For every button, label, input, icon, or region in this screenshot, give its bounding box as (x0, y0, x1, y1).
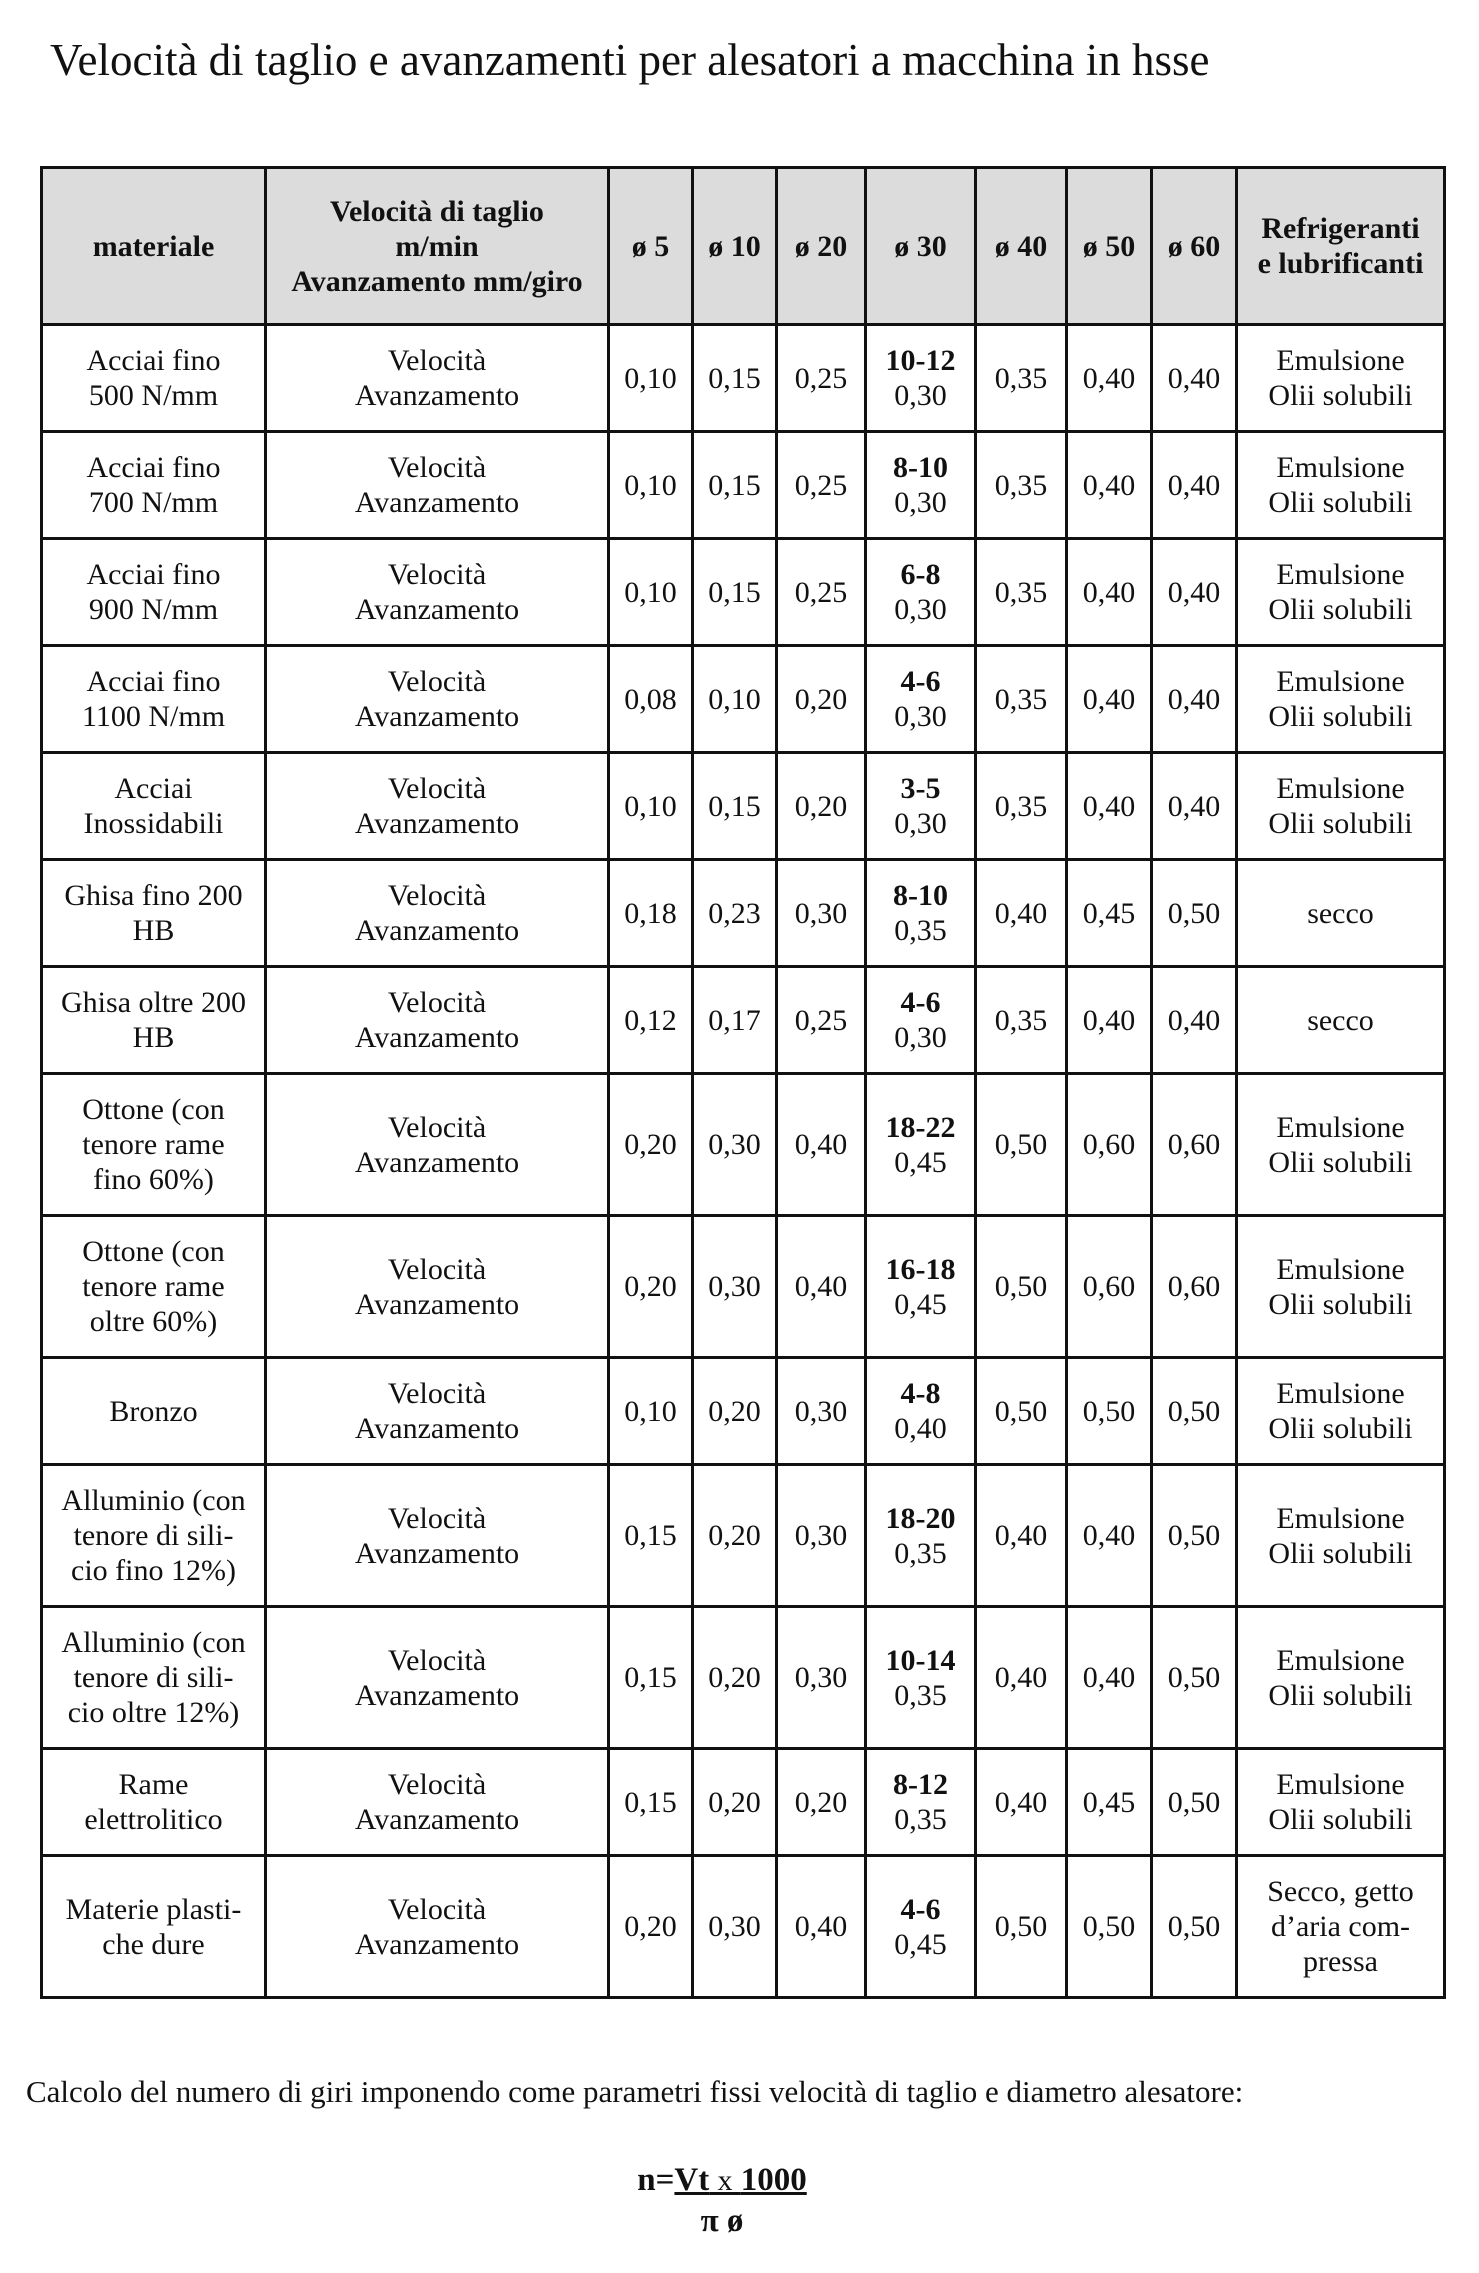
coolant-line: secco (1307, 896, 1374, 930)
coolant-cell (1237, 325, 1445, 432)
header-materiale: materiale (42, 168, 266, 325)
feed-value: 0,60 (1067, 1216, 1152, 1358)
feed-value: 0,35 (894, 1536, 947, 1570)
feed-value: 0,50 (1152, 1749, 1237, 1856)
table-row (42, 1216, 1445, 1358)
header-d5: ø 5 (609, 168, 693, 325)
feed-value: 0,45 (894, 1145, 947, 1179)
d30-cell (866, 646, 976, 753)
header-d20: ø 20 (777, 168, 866, 325)
header-velocita-line3: Avanzamento mm/giro (291, 264, 583, 298)
formula-prefix: n= (637, 2162, 675, 2198)
label-velocita: Velocità (387, 1768, 487, 1801)
feed-value: 0,30 (777, 1358, 866, 1465)
feed-value: 0,25 (777, 432, 866, 539)
feed-value: 0,35 (976, 539, 1067, 646)
label-velocita: Velocità (387, 344, 487, 377)
material-cell (42, 860, 266, 967)
feed-value: 0,15 (609, 1607, 693, 1749)
feed-value: 0,30 (894, 807, 947, 840)
header-d40: ø 40 (976, 168, 1067, 325)
feed-value: 0,40 (1067, 539, 1152, 646)
material-cell (42, 1465, 266, 1607)
feed-value: 0,30 (777, 1465, 866, 1607)
label-avanzamento: Avanzamento (354, 1287, 520, 1321)
material-line: oltre 60%) (89, 1305, 218, 1338)
table-row (42, 1856, 1445, 1998)
feed-value: 0,10 (609, 325, 693, 432)
material-line: tenore di sili- (73, 1519, 234, 1552)
coolant-line: Olii solubili (1268, 1536, 1413, 1570)
material-line: Inossidabili (83, 807, 224, 840)
feed-value: 0,50 (1152, 1607, 1237, 1749)
parameter-label-cell (266, 967, 609, 1074)
table-row (42, 1358, 1445, 1465)
feed-value: 0,08 (609, 646, 693, 753)
material-cell (42, 646, 266, 753)
feed-value: 0,40 (1152, 753, 1237, 860)
feed-value: 0,40 (976, 1465, 1067, 1607)
feed-value: 0,15 (693, 432, 777, 539)
label-avanzamento: Avanzamento (354, 593, 520, 626)
feed-value: 0,30 (894, 700, 947, 733)
coolant-line: Olii solubili (1268, 700, 1413, 733)
header-refrigeranti (1237, 168, 1445, 325)
feed-value: 0,40 (777, 1216, 866, 1358)
label-velocita: Velocità (387, 1643, 487, 1677)
table-row (42, 646, 1445, 753)
formula-thousand: 1000 (740, 2162, 807, 2198)
cutting-speed-value: 4-6 (900, 986, 941, 1019)
coolant-cell (1237, 967, 1445, 1074)
label-velocita: Velocità (387, 1377, 487, 1410)
coolant-cell (1237, 539, 1445, 646)
d30-cell (866, 325, 976, 432)
material-cell (42, 1216, 266, 1358)
feed-value: 0,15 (693, 539, 777, 646)
coolant-cell (1237, 1856, 1445, 1998)
table-row (42, 1074, 1445, 1216)
coolant-line: Olii solubili (1268, 1803, 1413, 1836)
coolant-line: Emulsione (1276, 1110, 1405, 1144)
coolant-line: Emulsione (1276, 772, 1405, 805)
coolant-line: secco (1307, 1003, 1374, 1037)
parameter-label-cell (266, 1749, 609, 1856)
feed-value: 0,60 (1152, 1074, 1237, 1216)
feed-value: 0,50 (1067, 1358, 1152, 1465)
d30-cell (866, 1749, 976, 1856)
material-line: Acciai (114, 772, 193, 805)
parameter-label-cell (266, 1856, 609, 1998)
header-d50: ø 50 (1067, 168, 1152, 325)
feed-value: 0,20 (777, 646, 866, 753)
cutting-speed-value: 4-8 (900, 1377, 941, 1410)
feed-value: 0,40 (1152, 539, 1237, 646)
coolant-cell (1237, 1607, 1445, 1749)
feed-value: 0,40 (1152, 646, 1237, 753)
formula-denominator: π ø (700, 2203, 744, 2239)
cutting-data-table (40, 166, 1446, 1999)
rpm-formula (617, 2160, 827, 2241)
label-avanzamento: Avanzamento (354, 486, 520, 519)
coolant-cell (1237, 753, 1445, 860)
coolant-line: Olii solubili (1268, 593, 1413, 626)
feed-value: 0,35 (894, 1678, 947, 1712)
feed-value: 0,40 (1152, 325, 1237, 432)
feed-value: 0,15 (609, 1749, 693, 1856)
material-cell (42, 753, 266, 860)
feed-value: 0,30 (894, 1021, 947, 1054)
feed-value: 0,40 (1152, 967, 1237, 1074)
table-body (42, 325, 1445, 1998)
parameter-label-cell (266, 1074, 609, 1216)
feed-value: 0,20 (777, 753, 866, 860)
coolant-line: Olii solubili (1268, 807, 1413, 840)
material-line: Acciai fino (86, 344, 221, 377)
d30-cell (866, 1358, 976, 1465)
feed-value: 0,25 (777, 967, 866, 1074)
feed-value: 0,30 (693, 1216, 777, 1358)
feed-value: 0,15 (693, 325, 777, 432)
feed-value: 0,10 (609, 432, 693, 539)
cutting-speed-value: 18-22 (885, 1110, 956, 1144)
label-avanzamento: Avanzamento (354, 700, 520, 733)
feed-value: 0,17 (693, 967, 777, 1074)
coolant-cell (1237, 432, 1445, 539)
coolant-line: Olii solubili (1268, 1678, 1413, 1712)
feed-value: 0,50 (1152, 860, 1237, 967)
material-cell (42, 539, 266, 646)
feed-value: 0,60 (1152, 1216, 1237, 1358)
material-cell (42, 967, 266, 1074)
label-avanzamento: Avanzamento (354, 1803, 520, 1836)
feed-value: 0,25 (777, 325, 866, 432)
label-avanzamento: Avanzamento (354, 807, 520, 840)
feed-value: 0,35 (976, 432, 1067, 539)
feed-value: 0,40 (976, 1607, 1067, 1749)
feed-value: 0,12 (609, 967, 693, 1074)
cutting-speed-value: 10-12 (885, 344, 956, 377)
coolant-cell (1237, 1749, 1445, 1856)
feed-value: 0,40 (894, 1412, 947, 1445)
material-line: 1100 N/mm (81, 700, 226, 733)
header-velocita (266, 168, 609, 325)
coolant-cell (1237, 1216, 1445, 1358)
feed-value: 0,20 (693, 1358, 777, 1465)
feed-value: 0,50 (976, 1074, 1067, 1216)
header-d30: ø 30 (866, 168, 976, 325)
feed-value: 0,50 (1152, 1465, 1237, 1607)
feed-value: 0,20 (609, 1856, 693, 1998)
feed-value: 0,45 (1067, 1749, 1152, 1856)
header-velocita-line1: Velocità di taglio (330, 194, 544, 228)
material-line: 700 N/mm (88, 486, 219, 519)
d30-cell (866, 1607, 976, 1749)
feed-value: 0,10 (609, 753, 693, 860)
feed-value: 0,30 (777, 860, 866, 967)
table-row (42, 860, 1445, 967)
header-d10: ø 10 (693, 168, 777, 325)
table-row (42, 753, 1445, 860)
feed-value: 0,40 (1067, 1607, 1152, 1749)
label-avanzamento: Avanzamento (354, 1021, 520, 1054)
material-line: Ottone (con (82, 1235, 225, 1268)
material-cell (42, 432, 266, 539)
material-cell (42, 1749, 266, 1856)
coolant-cell (1237, 646, 1445, 753)
d30-cell (866, 860, 976, 967)
parameter-label-cell (266, 1607, 609, 1749)
material-cell (42, 1358, 266, 1465)
feed-value: 0,30 (777, 1607, 866, 1749)
feed-value: 0,40 (1067, 753, 1152, 860)
coolant-line: Emulsione (1276, 451, 1405, 484)
material-line: cio fino 12%) (71, 1554, 236, 1587)
feed-value: 0,10 (693, 646, 777, 753)
feed-value: 0,50 (1067, 1856, 1152, 1998)
coolant-line: Secco, getto (1267, 1875, 1414, 1908)
feed-value: 0,30 (894, 486, 947, 519)
label-avanzamento: Avanzamento (354, 379, 520, 412)
feed-value: 0,35 (976, 325, 1067, 432)
material-cell (42, 325, 266, 432)
parameter-label-cell (266, 860, 609, 967)
label-velocita: Velocità (387, 879, 487, 912)
table-header-row (42, 168, 1445, 325)
parameter-label-cell (266, 1216, 609, 1358)
coolant-line: Olii solubili (1268, 379, 1413, 412)
coolant-line: Emulsione (1276, 665, 1405, 698)
material-line: Acciai fino (86, 665, 221, 698)
feed-value: 0,35 (976, 646, 1067, 753)
coolant-cell (1237, 1465, 1445, 1607)
label-avanzamento: Avanzamento (354, 1927, 520, 1961)
label-velocita: Velocità (387, 1892, 487, 1926)
coolant-line: Emulsione (1276, 1768, 1405, 1801)
material-line: tenore rame (82, 1128, 225, 1161)
feed-value: 0,10 (609, 539, 693, 646)
feed-value: 0,50 (976, 1856, 1067, 1998)
coolant-cell (1237, 860, 1445, 967)
cutting-speed-value: 8-12 (893, 1768, 948, 1801)
feed-value: 0,23 (693, 860, 777, 967)
label-velocita: Velocità (387, 558, 487, 591)
coolant-line: Emulsione (1276, 1643, 1405, 1677)
material-line: elettrolitico (84, 1803, 223, 1836)
coolant-line: Emulsione (1276, 558, 1405, 591)
material-line: cio oltre 12%) (67, 1696, 240, 1729)
header-velocita-line2: m/min (395, 229, 479, 263)
feed-value: 0,20 (777, 1749, 866, 1856)
coolant-line: Olii solubili (1268, 486, 1413, 519)
feed-value: 0,40 (777, 1074, 866, 1216)
material-line: Bronzo (109, 1394, 198, 1428)
parameter-label-cell (266, 325, 609, 432)
feed-value: 0,40 (976, 860, 1067, 967)
label-velocita: Velocità (387, 451, 487, 484)
feed-value: 0,50 (976, 1358, 1067, 1465)
label-velocita: Velocità (387, 1501, 487, 1535)
feed-value: 0,45 (1067, 860, 1152, 967)
material-line: Ottone (con (82, 1093, 225, 1126)
feed-value: 0,40 (777, 1856, 866, 1998)
d30-cell (866, 967, 976, 1074)
feed-value: 0,35 (976, 753, 1067, 860)
feed-value: 0,40 (1067, 432, 1152, 539)
feed-value: 0,40 (1152, 432, 1237, 539)
material-cell (42, 1607, 266, 1749)
material-line: Alluminio (con (61, 1626, 246, 1659)
material-line: 500 N/mm (88, 379, 219, 412)
label-avanzamento: Avanzamento (354, 1412, 520, 1445)
parameter-label-cell (266, 646, 609, 753)
cutting-speed-value: 3-5 (900, 772, 941, 805)
d30-cell (866, 1856, 976, 1998)
parameter-label-cell (266, 432, 609, 539)
label-velocita: Velocità (387, 986, 487, 1019)
label-avanzamento: Avanzamento (354, 1678, 520, 1712)
material-line: Alluminio (con (61, 1484, 246, 1517)
label-avanzamento: Avanzamento (354, 1536, 520, 1570)
cutting-speed-value: 4-6 (900, 665, 941, 698)
cutting-speed-value: 18-20 (885, 1501, 956, 1535)
header-refrigeranti-line2: e lubrificanti (1257, 247, 1424, 280)
table-row (42, 1749, 1445, 1856)
feed-value: 0,20 (609, 1074, 693, 1216)
table-row (42, 1607, 1445, 1749)
coolant-line: Emulsione (1276, 1501, 1405, 1535)
material-line: che dure (102, 1927, 205, 1961)
label-velocita: Velocità (387, 772, 487, 805)
feed-value: 0,30 (894, 379, 947, 412)
coolant-line: pressa (1303, 1945, 1378, 1978)
material-line: Acciai fino (86, 451, 221, 484)
feed-value: 0,20 (693, 1465, 777, 1607)
d30-cell (866, 1074, 976, 1216)
formula-vt: Vt (674, 2162, 710, 2198)
feed-value: 0,35 (894, 914, 947, 947)
feed-value: 0,40 (1067, 646, 1152, 753)
material-line: Materie plasti- (65, 1892, 242, 1926)
feed-value: 0,50 (1152, 1856, 1237, 1998)
feed-value: 0,10 (609, 1358, 693, 1465)
feed-value: 0,35 (976, 967, 1067, 1074)
feed-value: 0,40 (1067, 1465, 1152, 1607)
feed-value: 0,20 (693, 1749, 777, 1856)
feed-value: 0,18 (609, 860, 693, 967)
material-line: Ghisa oltre 200 (61, 986, 246, 1019)
coolant-line: Emulsione (1276, 1377, 1405, 1410)
cutting-speed-value: 6-8 (900, 558, 941, 591)
feed-value: 0,30 (693, 1856, 777, 1998)
parameter-label-cell (266, 539, 609, 646)
feed-value: 0,45 (894, 1927, 947, 1961)
coolant-line: Olii solubili (1268, 1287, 1413, 1321)
feed-value: 0,30 (693, 1074, 777, 1216)
material-line: tenore rame (82, 1270, 225, 1303)
material-cell (42, 1074, 266, 1216)
coolant-cell (1237, 1358, 1445, 1465)
d30-cell (866, 1465, 976, 1607)
coolant-line: Olii solubili (1268, 1412, 1413, 1445)
material-line: 900 N/mm (88, 593, 219, 626)
header-refrigeranti-line1: Refrigeranti (1261, 212, 1420, 245)
coolant-line: Emulsione (1276, 344, 1405, 377)
feed-value: 0,25 (777, 539, 866, 646)
cutting-speed-value: 10-14 (885, 1643, 956, 1677)
calculation-text: Calcolo del numero di giri imponendo come parametri fissi velocità di taglio e diametro alesatore: (26, 2074, 1244, 2109)
material-line: HB (132, 914, 175, 947)
d30-cell (866, 432, 976, 539)
material-line: Rame (118, 1768, 189, 1801)
feed-value: 0,30 (894, 593, 947, 626)
cutting-speed-value: 8-10 (893, 451, 948, 484)
feed-value: 0,50 (1152, 1358, 1237, 1465)
feed-value: 0,60 (1067, 1074, 1152, 1216)
feed-value: 0,50 (976, 1216, 1067, 1358)
feed-value: 0,20 (609, 1216, 693, 1358)
coolant-line: d’aria com- (1270, 1910, 1411, 1943)
feed-value: 0,15 (693, 753, 777, 860)
cutting-speed-value: 8-10 (893, 879, 948, 912)
parameter-label-cell (266, 1358, 609, 1465)
cutting-speed-value: 16-18 (885, 1252, 956, 1286)
coolant-line: Emulsione (1276, 1252, 1405, 1286)
feed-value: 0,40 (976, 1749, 1067, 1856)
d30-cell (866, 753, 976, 860)
feed-value: 0,40 (1067, 325, 1152, 432)
feed-value: 0,35 (894, 1803, 947, 1836)
feed-value: 0,45 (894, 1287, 947, 1321)
d30-cell (866, 539, 976, 646)
coolant-line: Olii solubili (1268, 1145, 1413, 1179)
material-line: fino 60%) (93, 1163, 214, 1196)
table-row (42, 967, 1445, 1074)
material-cell (42, 1856, 266, 1998)
parameter-label-cell (266, 753, 609, 860)
page-title: Velocità di taglio e avanzamenti per alesatori a macchina in hsse (50, 35, 1210, 85)
material-line: HB (132, 1021, 175, 1054)
feed-value: 0,15 (609, 1465, 693, 1607)
formula-numerator (617, 2160, 827, 2201)
table-row (42, 1465, 1445, 1607)
label-velocita: Velocità (387, 665, 487, 698)
label-velocita: Velocità (387, 1252, 487, 1286)
material-line: Acciai fino (86, 558, 221, 591)
feed-value: 0,40 (1067, 967, 1152, 1074)
label-velocita: Velocità (387, 1110, 487, 1144)
coolant-cell (1237, 1074, 1445, 1216)
material-line: tenore di sili- (73, 1661, 234, 1694)
label-avanzamento: Avanzamento (354, 914, 520, 947)
table-row (42, 325, 1445, 432)
table-row (42, 539, 1445, 646)
cutting-speed-value: 4-6 (900, 1892, 941, 1926)
feed-value: 0,20 (693, 1607, 777, 1749)
header-d60: ø 60 (1152, 168, 1237, 325)
material-line: Ghisa fino 200 (64, 879, 243, 912)
formula-times: x (717, 2164, 733, 2197)
parameter-label-cell (266, 1465, 609, 1607)
table-row (42, 432, 1445, 539)
label-avanzamento: Avanzamento (354, 1145, 520, 1179)
d30-cell (866, 1216, 976, 1358)
